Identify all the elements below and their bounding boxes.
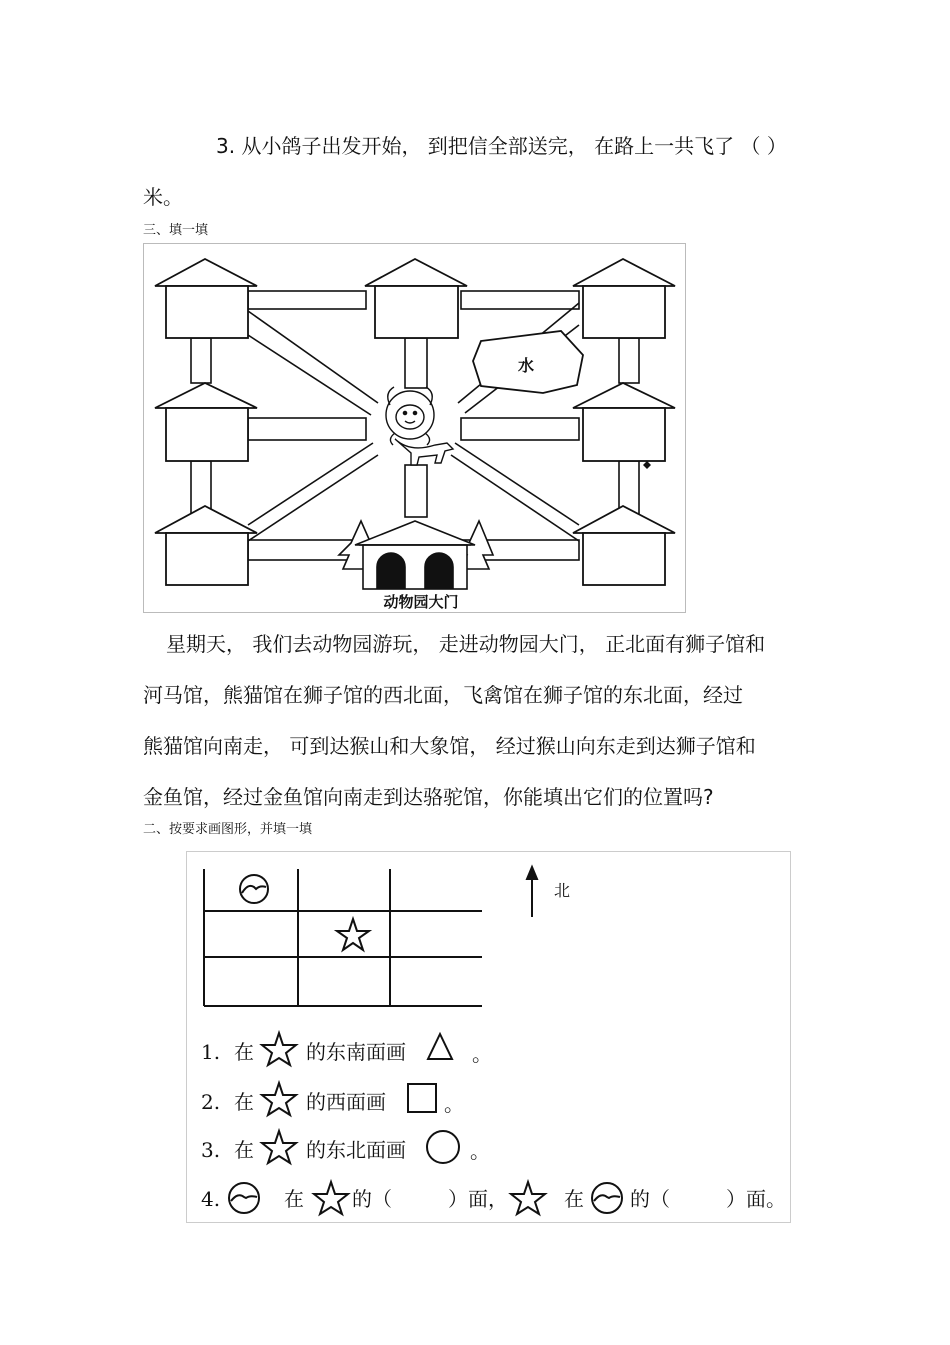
- water-label: 水: [517, 356, 535, 375]
- road-right-upper: [619, 338, 639, 383]
- item-3-end: 。: [470, 1139, 490, 1163]
- road-center-upper: [405, 338, 427, 388]
- item-3-number: 3.: [201, 1138, 221, 1162]
- item-1-end: 。: [472, 1042, 492, 1066]
- section-2-title: 二、按要求画图形，并填一填: [143, 822, 313, 837]
- paragraph-line-4: 金鱼馆，经过金鱼馆向南走到达骆驼馆，你能填出它们的位置吗?: [143, 785, 714, 809]
- gate-label: 动物园大门: [383, 593, 459, 611]
- zoo-map-figure: [143, 243, 686, 613]
- section-3-title: 三、填一填: [143, 223, 209, 238]
- item-3-pre: 在: [234, 1138, 254, 1162]
- road-left-upper: [191, 338, 211, 383]
- question-3-line2: 米。: [143, 185, 183, 209]
- item-4-a: 在: [284, 1187, 304, 1211]
- item-4-f: ）面。: [726, 1187, 786, 1211]
- item-3-mid: 的东北面画: [306, 1138, 406, 1162]
- grid-figure: [186, 851, 791, 1223]
- paragraph-line-1: 星期天， 我们去动物园游玩， 走进动物园大门， 正北面有狮子馆和: [166, 632, 766, 656]
- item-4-d: 在: [564, 1187, 584, 1211]
- item-4-c: ）面，: [448, 1187, 508, 1211]
- paragraph-line-3: 熊猫馆向南走， 可到达猴山和大象馆， 经过猴山向东走到达狮子馆和: [143, 734, 756, 758]
- road-top-right: [461, 291, 579, 309]
- item-1-pre: 在: [234, 1040, 254, 1064]
- north-label: 北: [554, 881, 571, 900]
- item-2-number: 2.: [201, 1090, 221, 1114]
- item-4-e: 的（: [630, 1187, 670, 1211]
- paragraph-line-2: 河马馆，熊猫馆在狮子馆的西北面，飞禽馆在狮子馆的东北面，经过: [143, 683, 743, 707]
- item-2-end: 。: [444, 1092, 464, 1116]
- item-4-b: 的（: [352, 1187, 392, 1211]
- item-2-pre: 在: [234, 1090, 254, 1114]
- item-1-mid: 的东南面画: [306, 1040, 406, 1064]
- road-center-lower: [405, 465, 427, 517]
- road-top-left: [248, 291, 366, 309]
- item-1-number: 1.: [201, 1040, 221, 1064]
- road-mid-right: [461, 418, 579, 440]
- item-2-mid: 的西面画: [306, 1090, 386, 1114]
- question-3-line1: 3. 从小鸽子出发开始， 到把信全部送完， 在路上一共飞了 （ ）: [216, 134, 787, 158]
- road-mid-left: [248, 418, 366, 440]
- item-4-number: 4.: [201, 1187, 221, 1211]
